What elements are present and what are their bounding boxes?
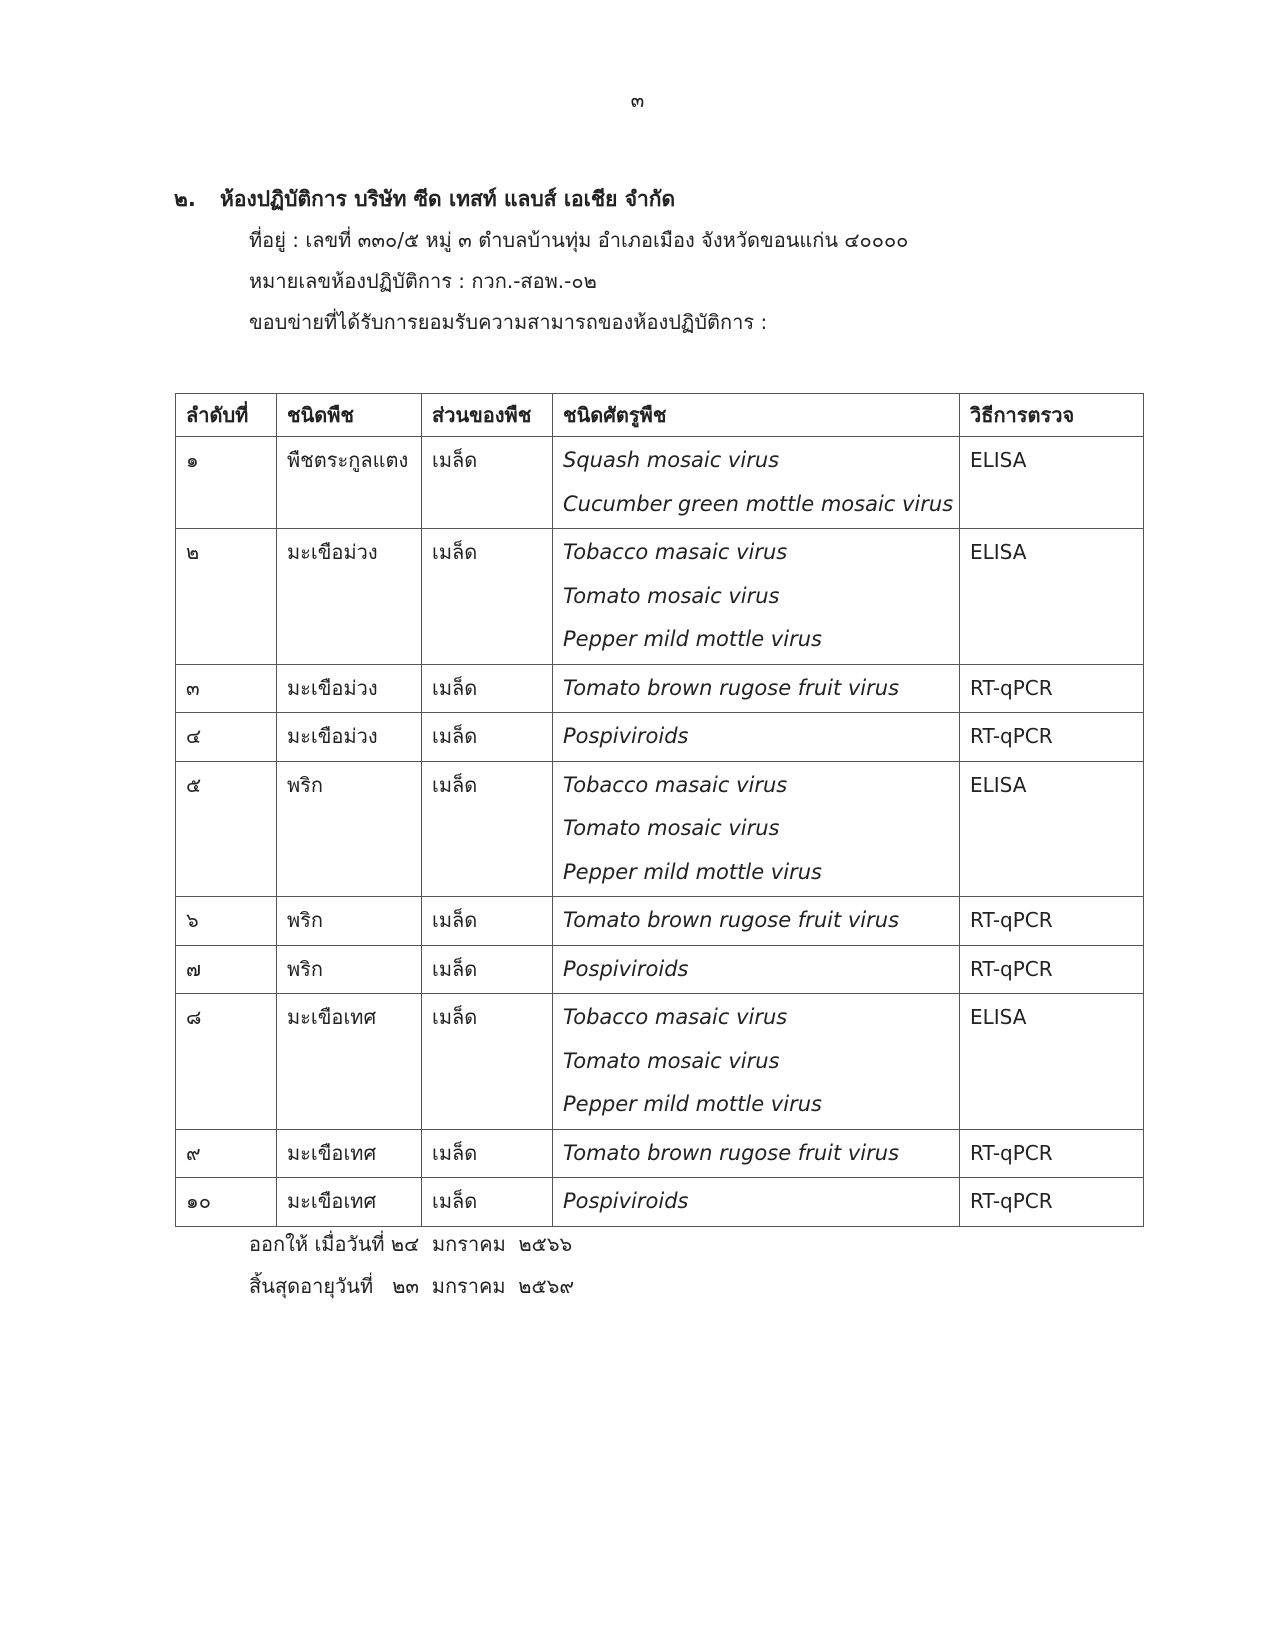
plant-type: พริก xyxy=(287,908,324,932)
test-method: RT-qPCR xyxy=(970,1189,1053,1213)
table-header-row xyxy=(176,394,1144,437)
cell-part xyxy=(422,1129,553,1178)
cell-no xyxy=(176,897,277,946)
cell-pest xyxy=(553,897,960,946)
cell-plant xyxy=(277,994,422,1130)
cell-plant xyxy=(277,945,422,994)
pest-name: Tomato mosaic virus xyxy=(563,816,780,840)
row-number: ๕ xyxy=(186,772,202,797)
cell-part xyxy=(422,945,553,994)
pest-name: Tomato brown rugose fruit virus xyxy=(563,908,900,932)
cell-pest xyxy=(553,437,960,529)
table-row xyxy=(176,664,1144,713)
pest-name: Tomato brown rugose fruit virus xyxy=(563,1140,900,1165)
cell-part xyxy=(422,713,553,762)
cell-part xyxy=(422,529,553,665)
cell-method xyxy=(960,945,1144,994)
cell-method xyxy=(960,713,1144,762)
row-number: ๒ xyxy=(186,540,200,564)
plant-part: เมล็ด xyxy=(432,908,478,932)
header-cell-pest: ชนิดศัตรูพืช xyxy=(553,394,960,437)
pest-name: Tobacco masaic virus xyxy=(563,1005,788,1029)
cell-no xyxy=(176,761,277,897)
pest-name: Tobacco masaic virus xyxy=(563,540,788,564)
plant-part: เมล็ด xyxy=(432,1140,478,1165)
table-row xyxy=(176,945,1144,994)
cell-no xyxy=(176,1178,277,1227)
section-heading xyxy=(174,183,675,216)
section-number: ๒. xyxy=(174,187,196,211)
pest-name: Pospiviroids xyxy=(563,956,689,981)
cell-method xyxy=(960,1178,1144,1227)
row-number: ๖ xyxy=(186,908,199,932)
cell-method xyxy=(960,437,1144,529)
table-row xyxy=(176,897,1144,946)
pest-name: Pepper mild mottle virus xyxy=(563,627,822,651)
test-method: ELISA xyxy=(970,448,1027,472)
pest-name: Pepper mild mottle virus xyxy=(563,1092,822,1116)
table-row xyxy=(176,713,1144,762)
row-number: ๑๐ xyxy=(186,1189,211,1213)
plant-part: เมล็ด xyxy=(432,724,478,748)
row-number: ๔ xyxy=(186,724,202,748)
plant-part: เมล็ด xyxy=(432,956,478,981)
header-cell-plant: ชนิดพืช xyxy=(277,394,422,437)
header-cell-method: วิธีการตรวจ xyxy=(960,394,1144,437)
scope-table-container xyxy=(175,393,1144,1227)
pest-name: Tomato mosaic virus xyxy=(563,1048,780,1073)
pest-name: Pospiviroids xyxy=(563,724,689,748)
plant-part: เมล็ด xyxy=(432,675,478,700)
cell-part xyxy=(422,1178,553,1227)
cell-plant xyxy=(277,1178,422,1227)
row-number: ๗ xyxy=(186,956,202,981)
pest-name: Squash mosaic virus xyxy=(563,448,780,472)
plant-type: มะเขือเทศ xyxy=(287,1140,377,1165)
test-method: ELISA xyxy=(970,540,1027,564)
cell-plant xyxy=(277,713,422,762)
cell-pest xyxy=(553,1178,960,1227)
cell-no xyxy=(176,994,277,1130)
row-number: ๘ xyxy=(186,1005,202,1029)
cell-pest xyxy=(553,945,960,994)
test-method: RT-qPCR xyxy=(970,724,1053,748)
header-cell-part: ส่วนของพืช xyxy=(422,394,553,437)
cell-no xyxy=(176,1129,277,1178)
cell-part xyxy=(422,761,553,897)
cell-plant xyxy=(277,437,422,529)
plant-type: มะเขือม่วง xyxy=(287,540,378,564)
header-cell-no: ลำดับที่ xyxy=(176,394,277,437)
table-body xyxy=(176,437,1144,1227)
cell-plant xyxy=(277,897,422,946)
issue-date: ออกให้ เมื่อวันที่ ๒๔ มกราคม ๒๕๖๖ xyxy=(249,1232,573,1256)
test-method: RT-qPCR xyxy=(970,908,1053,932)
plant-type: พริก xyxy=(287,956,324,981)
page-number: ๓ xyxy=(630,88,645,112)
table-row xyxy=(176,529,1144,665)
plant-type: พริก xyxy=(287,772,324,797)
cell-method xyxy=(960,761,1144,897)
plant-part: เมล็ด xyxy=(432,448,478,472)
cell-plant xyxy=(277,761,422,897)
scope-table xyxy=(175,393,1144,1227)
pest-name: Tobacco masaic virus xyxy=(563,772,788,797)
plant-type: มะเขือม่วง xyxy=(287,675,378,700)
row-number: ๙ xyxy=(186,1140,201,1165)
lab-number: หมายเลขห้องปฏิบัติการ : กวก.-สอพ.-๐๒ xyxy=(249,269,597,293)
pest-name: Pepper mild mottle virus xyxy=(563,859,822,884)
cell-plant xyxy=(277,1129,422,1178)
cell-no xyxy=(176,713,277,762)
expiry-date: สิ้นสุดอายุวันที่ ๒๓ มกราคม ๒๕๖๙ xyxy=(249,1274,574,1298)
pest-name: Tomato mosaic virus xyxy=(563,583,780,608)
pest-name: Cucumber green mottle mosaic virus xyxy=(563,491,954,516)
cell-no xyxy=(176,437,277,529)
cell-method xyxy=(960,664,1144,713)
test-method: RT-qPCR xyxy=(970,1140,1053,1165)
cell-pest xyxy=(553,1129,960,1178)
cell-no xyxy=(176,945,277,994)
pest-name: Pospiviroids xyxy=(563,1189,689,1213)
test-method: ELISA xyxy=(970,772,1027,797)
cell-method xyxy=(960,897,1144,946)
cell-part xyxy=(422,664,553,713)
plant-part: เมล็ด xyxy=(432,1005,478,1029)
test-method: ELISA xyxy=(970,1005,1027,1029)
table-row xyxy=(176,1178,1144,1227)
cell-plant xyxy=(277,664,422,713)
plant-part: เมล็ด xyxy=(432,772,478,797)
cell-pest xyxy=(553,664,960,713)
row-number: ๑ xyxy=(186,448,199,472)
cell-part xyxy=(422,897,553,946)
plant-type: มะเขือเทศ xyxy=(287,1189,377,1213)
cell-method xyxy=(960,1129,1144,1178)
section-title: ห้องปฏิบัติการ บริษัท ซีด เทสท์ แลบส์ เอเชีย จำกัด xyxy=(220,187,676,211)
plant-part: เมล็ด xyxy=(432,1189,478,1213)
cell-no xyxy=(176,664,277,713)
plant-type: พืชตระกูลแตง xyxy=(287,448,409,472)
scope-label: ขอบข่ายที่ได้รับการยอมรับความสามารถของห้องปฏิบัติการ : xyxy=(249,310,768,334)
plant-type: มะเขือเทศ xyxy=(287,1005,377,1029)
test-method: RT-qPCR xyxy=(970,675,1053,700)
table-row xyxy=(176,437,1144,529)
cell-pest xyxy=(553,529,960,665)
table-row xyxy=(176,994,1144,1130)
cell-pest xyxy=(553,761,960,897)
cell-part xyxy=(422,437,553,529)
cell-no xyxy=(176,529,277,665)
cell-method xyxy=(960,994,1144,1130)
row-number: ๓ xyxy=(186,675,200,700)
table-row xyxy=(176,761,1144,897)
cell-pest xyxy=(553,713,960,762)
cell-plant xyxy=(277,529,422,665)
test-method: RT-qPCR xyxy=(970,956,1053,981)
plant-type: มะเขือม่วง xyxy=(287,724,378,748)
table-row xyxy=(176,1129,1144,1178)
plant-part: เมล็ด xyxy=(432,540,478,564)
lab-address: ที่อยู่ : เลขที่ ๓๓๐/๕ หมู่ ๓ ตำบลบ้านทุ่ม อำเภอเมือง จังหวัดขอนแก่น ๔๐๐๐๐ xyxy=(249,228,909,252)
pest-name: Tomato brown rugose fruit virus xyxy=(563,675,900,700)
cell-method xyxy=(960,529,1144,665)
cell-part xyxy=(422,994,553,1130)
cell-pest xyxy=(553,994,960,1130)
